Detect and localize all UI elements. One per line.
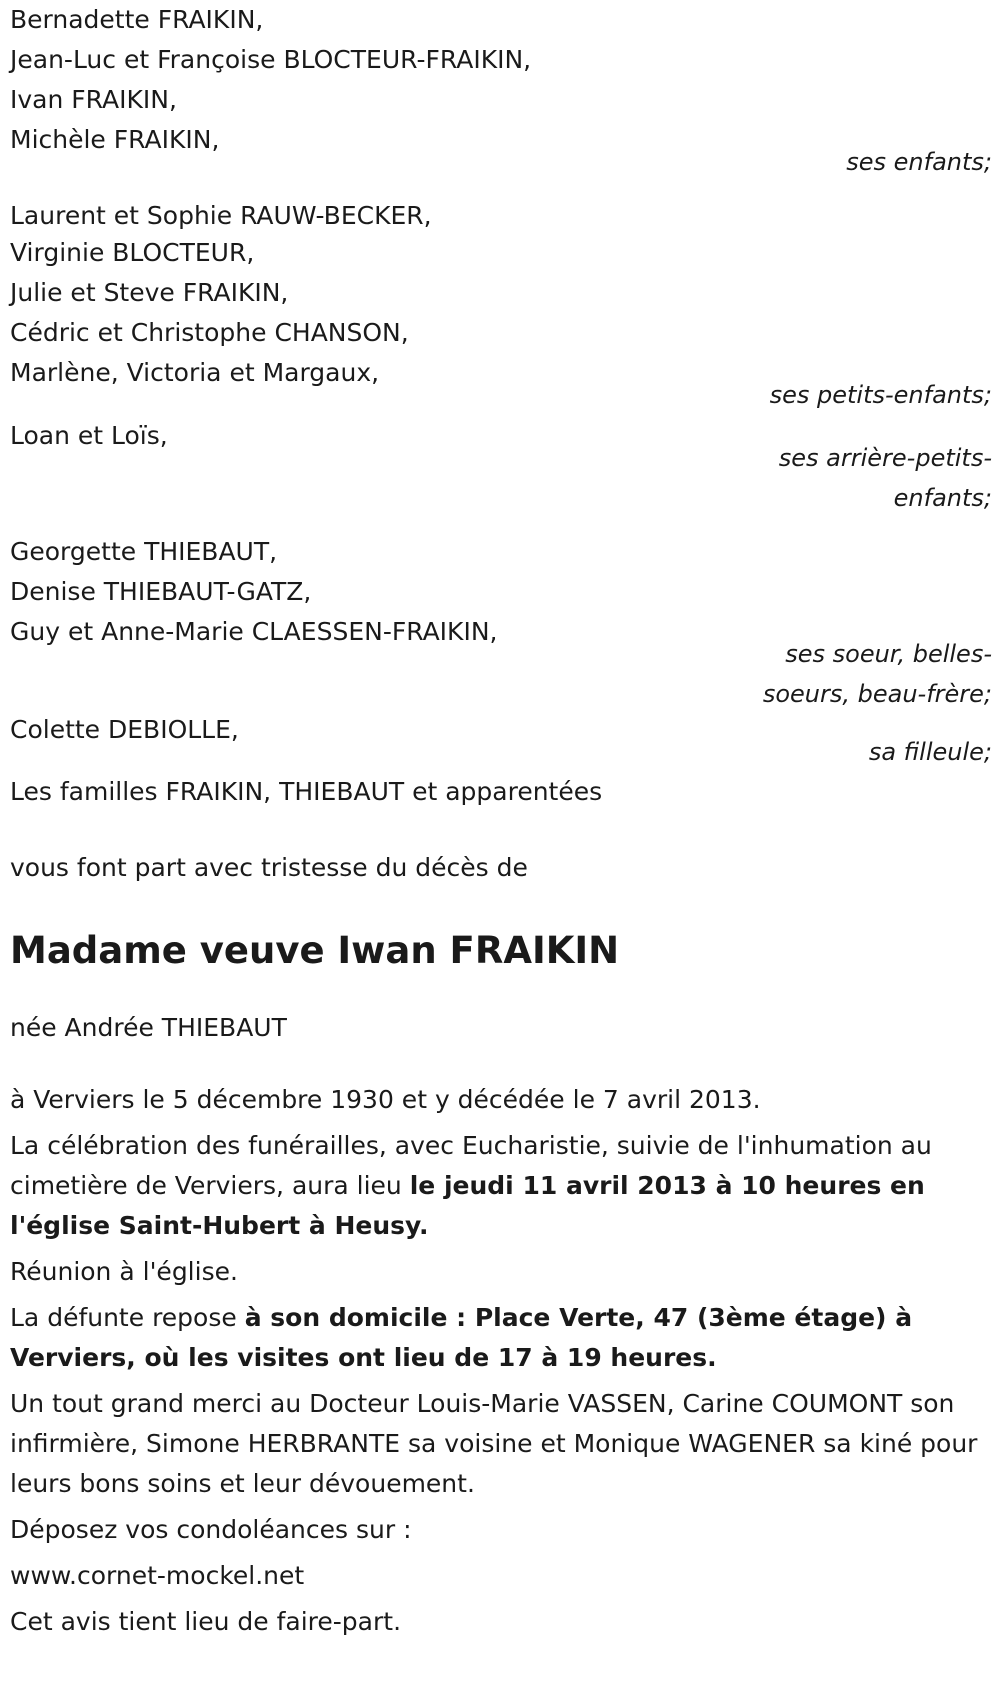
siblings-group (10, 532, 992, 714)
sibling-name: Denise THIEBAUT-GATZ, (10, 577, 312, 606)
grandchild-name: Laurent et Sophie RAUW-BECKER, (10, 201, 432, 230)
relation-label: enfants; (893, 484, 992, 512)
funeral-text: La célébration des funérailles, avec Eucharistie, suivie de l'inhumation au cimetière de Verviers, aura lieu (10, 1131, 932, 1200)
thanks-paragraph: Un tout grand merci au Docteur Louis-Marie VASSEN, Carine COUMONT son infirmière, Simone HERBRANTE sa voisine et Monique WAGENER sa kiné pour leurs bons soins et leur dévouement. (10, 1389, 978, 1498)
visitation-text: La défunte repose (10, 1303, 245, 1332)
children-group (10, 0, 992, 182)
relation-label: ses arrière-petits- (778, 444, 992, 472)
relation-label: ses petits-enfants; (769, 381, 992, 409)
sibling-name: Georgette THIEBAUT, (10, 537, 278, 566)
maiden-name: née Andrée THIEBAUT (10, 1013, 287, 1042)
grandchild-name: Julie et Steve FRAIKIN, (10, 278, 289, 307)
child-name: Bernadette FRAIKIN, (10, 5, 264, 34)
child-name: Jean-Luc et Françoise BLOCTEUR-FRAIKIN, (10, 45, 532, 74)
meeting-line: Réunion à l'église. (10, 1257, 238, 1286)
goddaughter-group (10, 710, 992, 772)
announcement-line: vous font part avec tristesse du décès de (10, 853, 528, 882)
birth-death-dates: à Verviers le 5 décembre 1930 et y décédée le 7 avril 2013. (10, 1085, 761, 1114)
relation-label: ses soeur, belles- (785, 640, 992, 668)
deceased-name: Madame veuve Iwan FRAIKIN (10, 929, 620, 972)
grandchild-name: Virginie BLOCTEUR, (10, 238, 255, 267)
funeral-date-place: le jeudi 11 avril 2013 à 10 heures en l'église Saint-Hubert à Heusy. (10, 1171, 925, 1240)
grandchildren-group (10, 196, 992, 415)
families-line: Les familles FRAIKIN, THIEBAUT et apparentées (10, 777, 603, 806)
condolences-line: Déposez vos condoléances sur : (10, 1515, 412, 1544)
relation-label: soeurs, beau-frère; (762, 680, 992, 708)
visitation-details (10, 1298, 992, 1378)
website-link[interactable]: www.cornet-mockel.net (10, 1561, 305, 1590)
great-grandchildren-group (10, 416, 992, 518)
goddaughter-name: Colette DEBIOLLE, (10, 715, 239, 744)
great-grandchild-name: Loan et Loïs, (10, 421, 168, 450)
child-name: Ivan FRAIKIN, (10, 85, 177, 114)
grandchild-name: Cédric et Christophe CHANSON, (10, 318, 409, 347)
grandchild-name: Marlène, Victoria et Margaux, (10, 358, 380, 387)
sibling-name: Guy et Anne-Marie CLAESSEN-FRAIKIN, (10, 617, 498, 646)
closing-line: Cet avis tient lieu de faire-part. (10, 1607, 402, 1636)
visitation-address: à son domicile : Place Verte, 47 (3ème étage) à Verviers, où les visites ont lieu de 17 à 19 heures. (10, 1303, 913, 1372)
relation-label: sa filleule; (868, 738, 992, 766)
obituary-notice (10, 0, 992, 1642)
child-name: Michèle FRAIKIN, (10, 125, 220, 154)
relation-label: ses enfants; (846, 148, 992, 176)
funeral-details (10, 1126, 992, 1246)
